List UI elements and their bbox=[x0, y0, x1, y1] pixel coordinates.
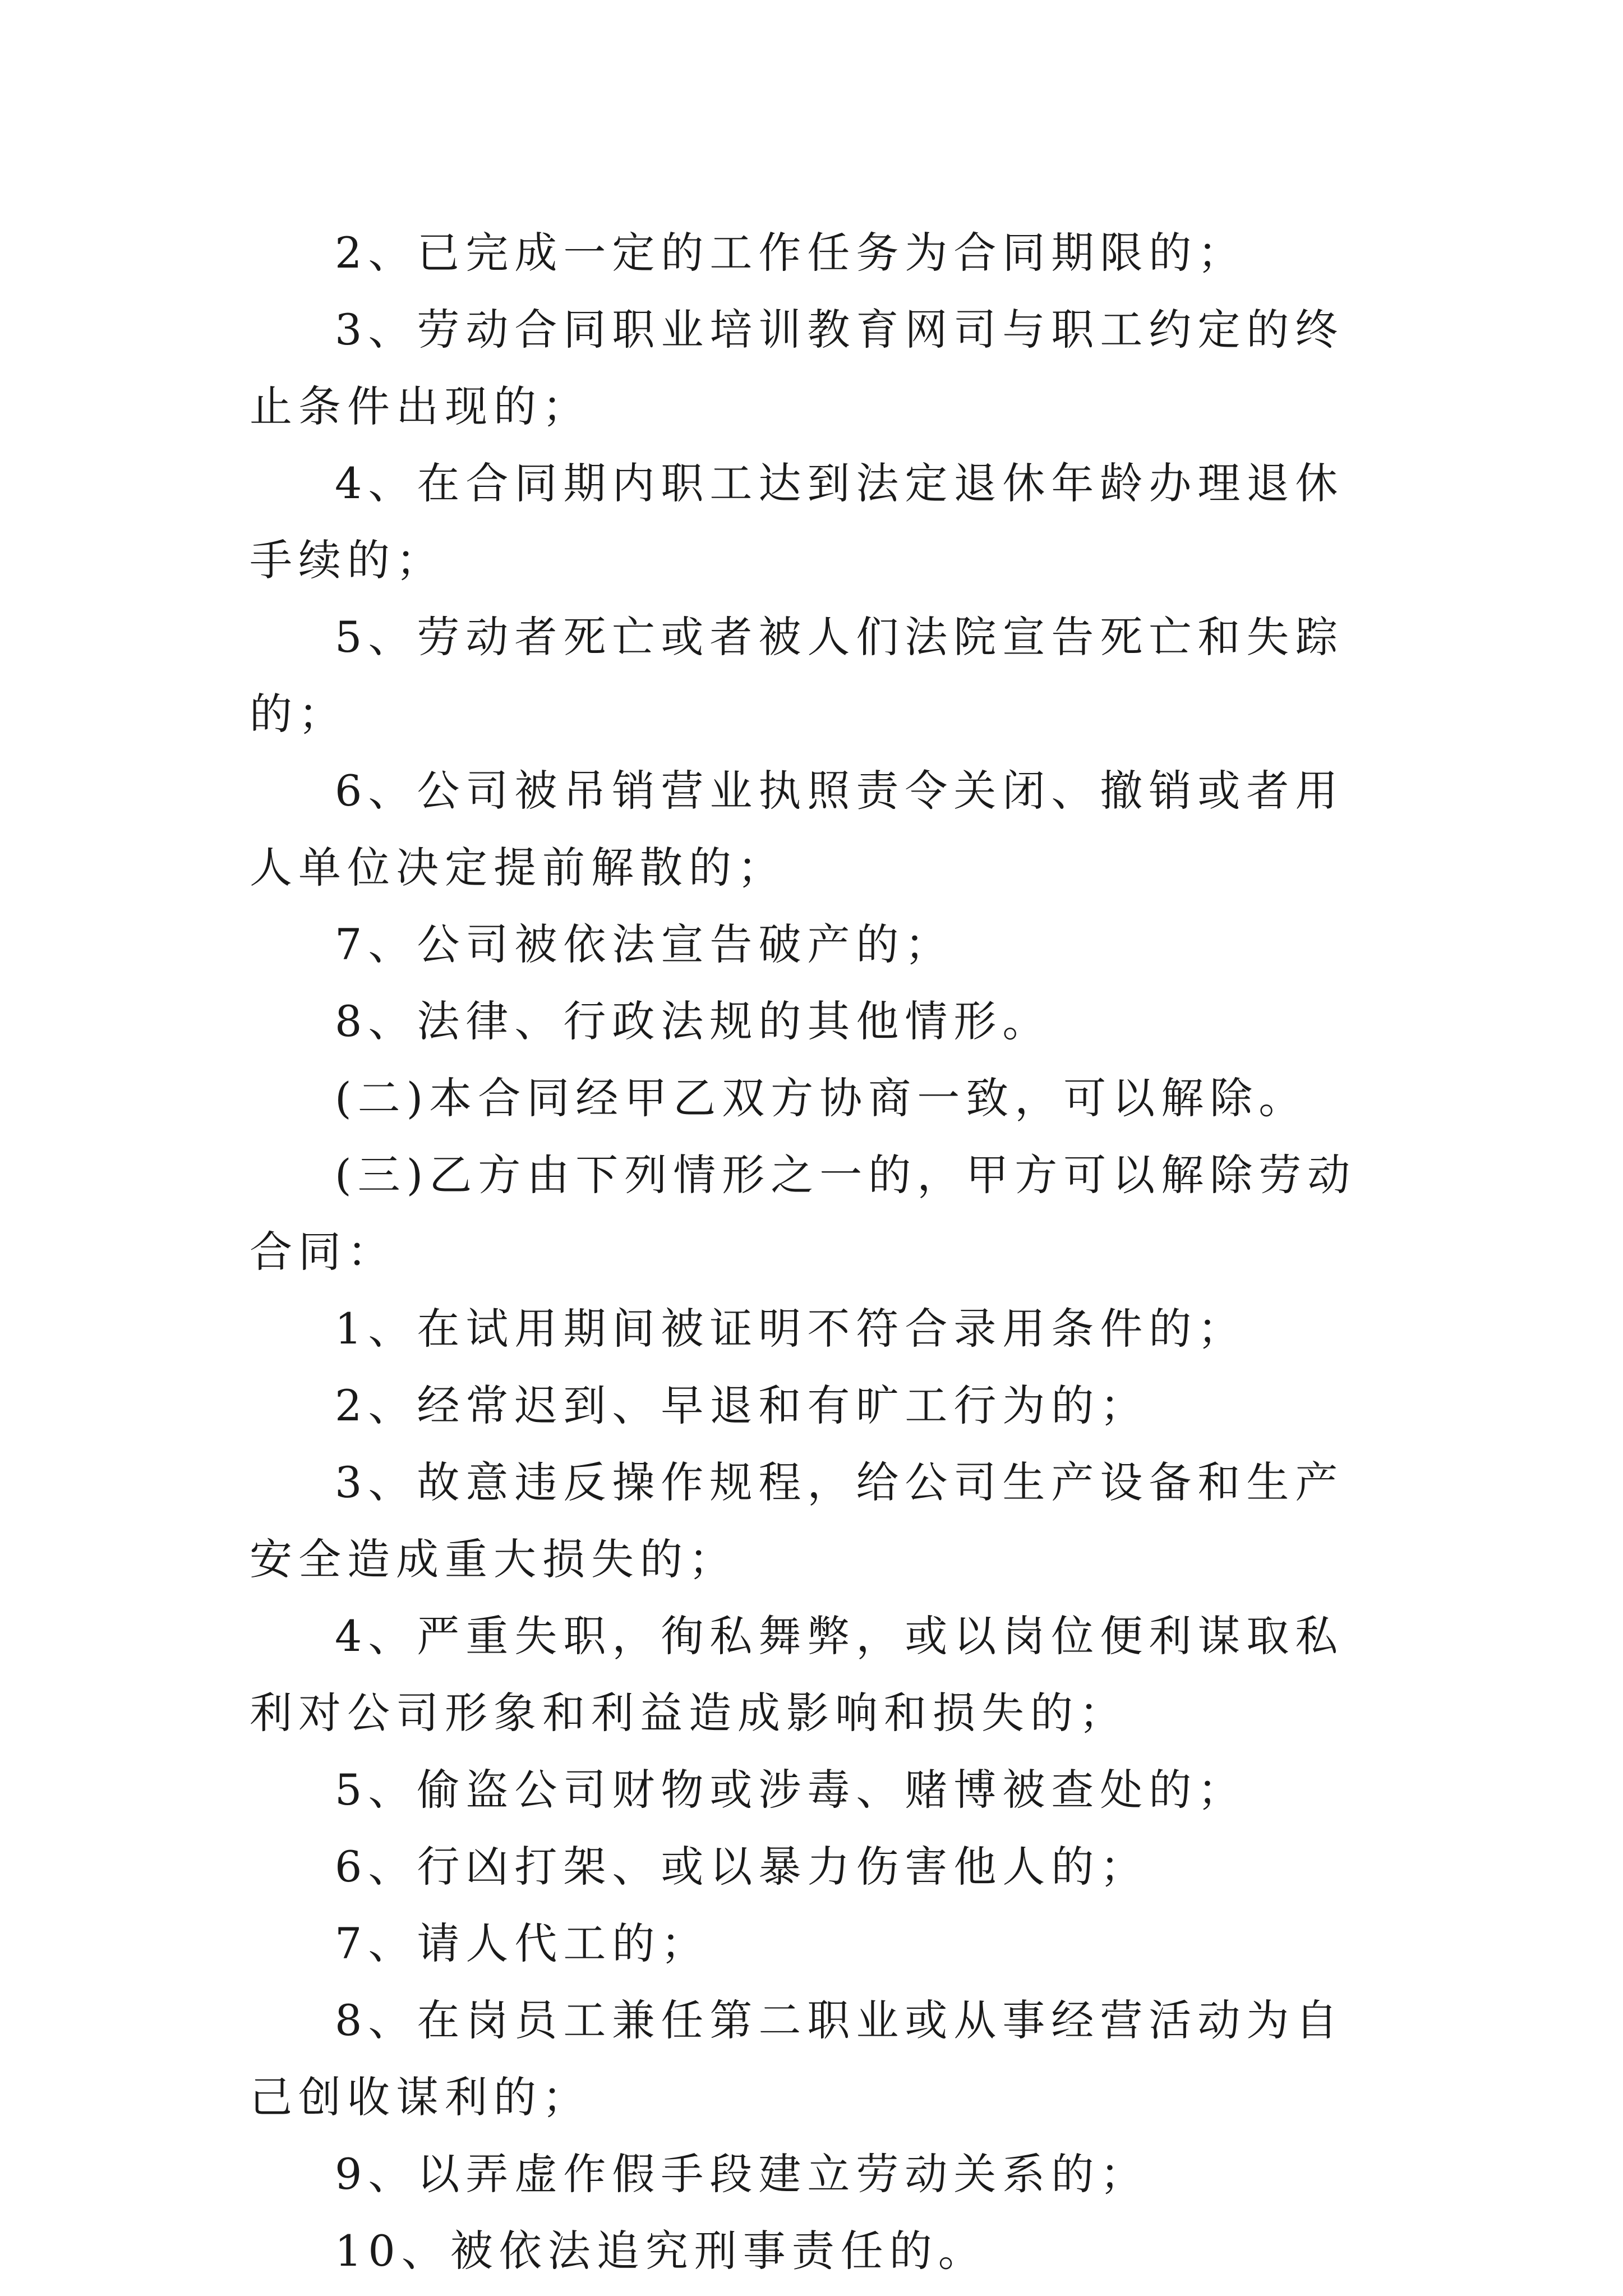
paragraph: 10、被依法追究刑事责任的。 bbox=[335, 2226, 987, 2276]
paragraph: (三)乙方由下列情形之一的，甲方可以解除劳动合同： bbox=[250, 1150, 1357, 1277]
paragraph: 6、行凶打架、或以暴力伤害他人的； bbox=[335, 1842, 1149, 1892]
paragraph: 6、公司被吊销营业执照责令关闭、撤销或者用人单位决定提前解散的； bbox=[250, 766, 1344, 892]
paragraph: 2、已完成一定的工作任务为合同期限的； bbox=[335, 228, 1247, 278]
paragraph: 7、公司被依法宣告破产的； bbox=[335, 919, 954, 969]
paragraph: 5、劳动者死亡或者被人们法院宣告死亡和失踪的； bbox=[250, 612, 1344, 739]
paragraph: 3、劳动合同职业培训教育网司与职工约定的终止条件出现的； bbox=[250, 305, 1344, 431]
paragraph: 9、以弄虚作假手段建立劳动关系的； bbox=[335, 2149, 1149, 2199]
paragraph: 4、严重失职，徇私舞弊，或以岗位便利谋取私利对公司形象和利益造成影响和损失的； bbox=[250, 1611, 1344, 1738]
paragraph: 7、请人代工的； bbox=[335, 1918, 710, 1968]
paragraph: 8、法律、行政法规的其他情形。 bbox=[335, 996, 1052, 1046]
paragraph: 5、偷盗公司财物或涉毒、赌博被查处的； bbox=[335, 1765, 1247, 1815]
document-body bbox=[250, 214, 1377, 2289]
paragraph: (二)本合同经甲乙双方协商一致，可以解除。 bbox=[335, 1073, 1308, 1123]
paragraph: 4、在合同期内职工达到法定退休年龄办理退休手续的； bbox=[250, 458, 1344, 585]
paragraph: 2、经常迟到、早退和有旷工行为的； bbox=[335, 1381, 1149, 1430]
paragraph: 8、在岗员工兼任第二职业或从事经营活动为自己创收谋利的； bbox=[250, 1995, 1344, 2122]
paragraph: 1、在试用期间被证明不符合录用条件的； bbox=[335, 1304, 1247, 1354]
paragraph: 3、故意违反操作规程，给公司生产设备和生产安全造成重大损失的； bbox=[250, 1457, 1344, 1584]
